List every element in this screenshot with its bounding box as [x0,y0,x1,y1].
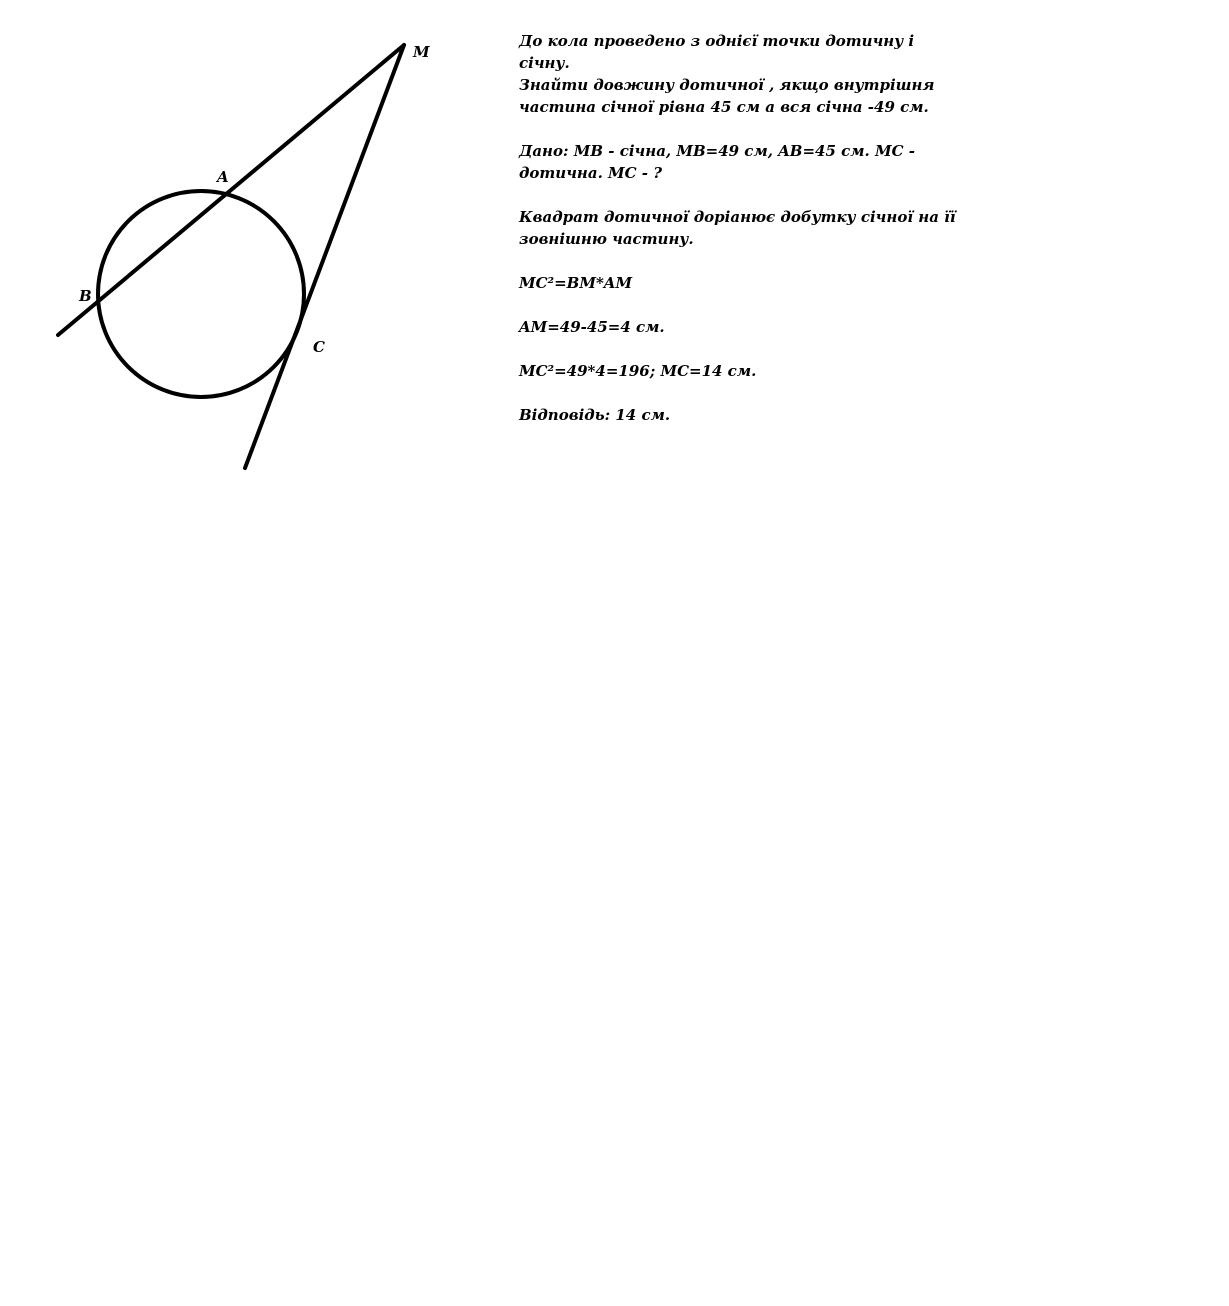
problem-line-3: частина січної рівна 45 см а вся січна -49 см. [519,98,929,116]
point-label-c: C [313,338,325,356]
theorem-line-2: зовнішню частину. [519,230,694,248]
geometry-figure [0,0,500,500]
problem-line-1: До кола проведено з однієї точки дотичну і січну. [519,32,915,72]
secant-line-mb [58,45,404,335]
tangent-line-mc [245,45,404,468]
given-line-1: Дано: MB - січна, MB=49 см, AB=45 см. MC - [519,142,915,160]
point-label-b: B [79,287,92,305]
step-1-line: AM=49-45=4 см. [519,318,665,336]
circle [98,191,304,397]
step-2-line: MC²=49*4=196; MC=14 см. [519,362,757,380]
point-label-a: A [217,168,229,186]
theorem-line-1: Квадрат дотичної доріанює добутку січної на її [519,208,956,226]
point-label-m: M [413,43,430,61]
given-line-2: дотична. MC - ? [519,164,663,182]
answer-line: Відповідь: 14 см. [519,406,671,424]
theorem-statement [519,206,959,250]
given-statement [519,140,959,184]
problem-statement [519,30,959,118]
problem-line-2: Знайти довжину дотичної , якщо внутрішня [519,76,935,94]
solution-text [519,30,959,448]
formula-line: MC²=BM*AM [519,274,633,292]
